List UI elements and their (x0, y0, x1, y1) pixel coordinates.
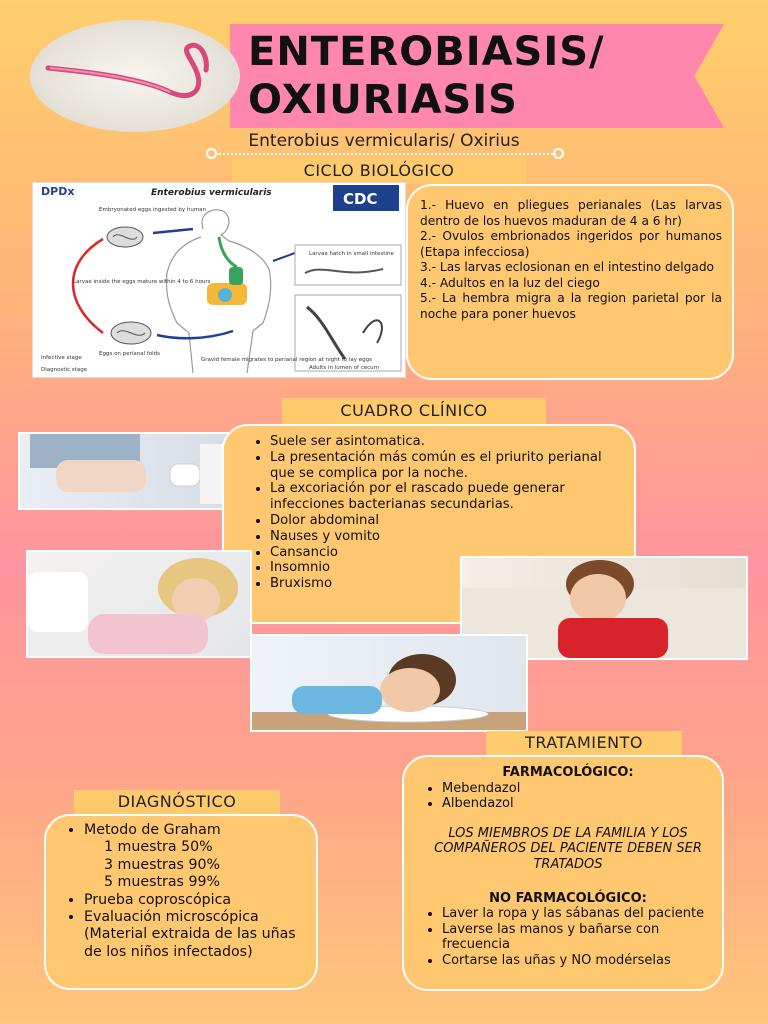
treatment-card (402, 755, 724, 991)
graham-row-1: 1 muestra 50% (104, 839, 213, 856)
cycle-arrow-migrate (157, 331, 233, 338)
cycle-arrow-hatch (273, 253, 295, 261)
diagnosis-item-2: • Evaluación microscópica (Material extraida de las uñas de los niños infectados) (84, 909, 306, 961)
life-cycle-svg (33, 183, 405, 377)
graham-label: • Metodo de Graham (84, 822, 221, 838)
photo-child-toilet-art (20, 434, 238, 508)
cycle-step-3: 3.- Las larvas eclosionan en el intestino delgado (420, 260, 715, 274)
page-title (248, 28, 718, 124)
dotted-divider (216, 153, 556, 157)
title-line-2: OXIURIASIS (248, 77, 518, 123)
photo-girl-nausea-art (28, 552, 250, 656)
subtitle: Enterobius vermicularis/ Oxirius (248, 131, 520, 151)
cycle-arrow-red (73, 239, 103, 333)
divider-dot-left (206, 148, 217, 159)
diagram-title: Enterobius vermicularis (151, 188, 272, 198)
cycle-steps-card (406, 184, 734, 380)
diagnosis-card (44, 814, 318, 990)
note-embryonated: Embryonated eggs ingested by human (99, 207, 207, 213)
graham-row-2: 3 muestras 90% (104, 856, 220, 873)
clinical-item-1: • Suele ser asintomatica. (270, 434, 622, 450)
treatment-section-label: TRATAMIENTO (486, 731, 682, 755)
non-pharma-item-2: • Laverse las manos y bañarse con frecuencia (442, 922, 712, 953)
pharma-heading: FARMACOLÓGICO: (502, 765, 634, 780)
clinical-item-8: • Bruxismo (270, 576, 622, 592)
non-pharma-heading: NO FARMACOLÓGICO: (489, 890, 647, 906)
note-eggs-folds: Eggs on perianal folds (99, 351, 161, 357)
worm-microscope-photo (30, 20, 240, 132)
pharma-item-1: • Mebendazol (442, 781, 712, 797)
life-cycle-diagram (32, 182, 406, 378)
note-gravid: Gravid female migrates to perianal region at night to lay eggs (201, 357, 372, 363)
note-adults: Adults in lumen of cecum (309, 365, 380, 371)
note-larvae-hatch: Larvae hatch in small intestine (309, 251, 394, 257)
cycle-section-label: CICLO BIOLÓGICO (232, 158, 526, 184)
diagnosis-list (66, 822, 306, 961)
small-intestine (218, 288, 232, 302)
diagnosis-item-1: • Prueba coproscópica (84, 892, 306, 909)
cycle-step-2: 2.- Ovulos embrionados ingeridos por humanos (Etapa infecciosa) (420, 229, 722, 259)
cdc-logo: CDC (343, 190, 378, 208)
dpdx-logo: DPDx (41, 185, 75, 198)
pharma-list (424, 781, 712, 812)
stomach (229, 267, 243, 285)
legend-diagnostic: Diagnostic stage (41, 367, 88, 373)
clinical-item-7: • Insomnio (270, 560, 622, 576)
cycle-step-1: 1.- Huevo en pliegues perianales (Las larvas dentro de los huevos maduran de 4 a 6 hr) (420, 198, 722, 228)
graham-row-3: 5 muestras 99% (104, 874, 220, 891)
non-pharma-list (424, 906, 712, 968)
divider-dot-right (553, 148, 564, 159)
photo-tired-boy-art (252, 636, 526, 730)
title-line-1: ENTEROBIASIS/ (248, 29, 605, 75)
photo-tired-boy (250, 634, 528, 732)
family-note: LOS MIEMBROS DE LA FAMILIA Y LOS COMPAÑEROS DEL PACIENTE DEBEN SER TRATADOS (434, 825, 702, 872)
clinical-item-5: • Nauses y vomito (270, 529, 622, 545)
diagnosis-item-graham (84, 822, 306, 892)
diagnosis-section-label: DIAGNÓSTICO (74, 790, 280, 814)
clinical-item-4: • Dolor abdominal (270, 513, 622, 529)
photo-girl-nausea (26, 550, 252, 658)
cycle-step-5: 5.- La hembra migra a la region parietal por la noche para poner huevos (420, 291, 722, 321)
non-pharma-item-1: • Laver la ropa y las sábanas del paciente (442, 906, 712, 922)
cycle-step-4: 4.- Adultos en la luz del ciego (420, 275, 600, 290)
worm-illustration (30, 20, 240, 132)
clinical-section-label: CUADRO CLÍNICO (282, 398, 546, 424)
digestive-tract (219, 237, 237, 267)
photo-child-toilet (18, 432, 240, 510)
clinical-item-2: • La presentación más común es el priurito perianal que se complica por la noche. (270, 450, 622, 482)
cycle-arrow-ingest (153, 229, 193, 233)
clinical-item-3: • La excoriación por el rascado puede generar infecciones bacterianas secundarias. (270, 481, 622, 513)
clinical-item-6: • Cansancio (270, 545, 622, 561)
note-larvae-inside: Larvae inside the eggs mature within 4 to 6 hours (73, 279, 211, 285)
pharma-item-2: • Albendazol (442, 796, 712, 812)
legend-infective: Infective stage (41, 355, 82, 361)
non-pharma-item-3: • Cortarse las uñas y NO modérselas (442, 953, 712, 969)
